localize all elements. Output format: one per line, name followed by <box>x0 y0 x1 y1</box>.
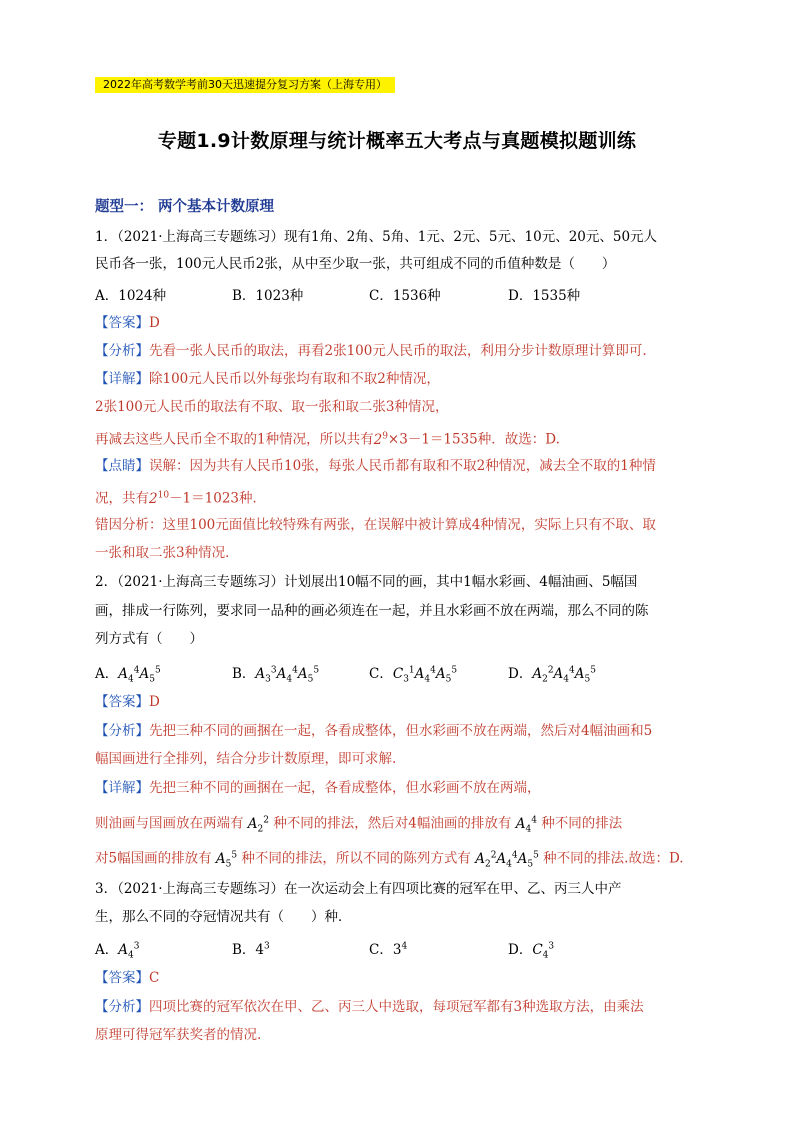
q3-analysis2: 原理可得冠军获奖者的情况. <box>95 1027 262 1043</box>
q3-option-d: D．$C_4^3$ <box>508 941 555 961</box>
q1-answer-row <box>95 313 160 333</box>
q2-detail3b: 种不同的排法，所以不同的陈列方式有 <box>241 850 471 867</box>
q1-stem-line2: 民币各一张，100元人民币2张，从中至少取一张，共可组成不同的币值种数是（ ） <box>95 256 616 272</box>
q1-option-c: C．1536种 <box>369 288 441 304</box>
q1-note1: 误解：因为共有人民币10张，每张人民币都有取和不取2种情况，减去全不取的1种情 <box>149 458 656 474</box>
q3-stem-line2: 生，那么不同的夺冠情况共有（ ）种． <box>95 909 352 925</box>
answer-tag: 【答案】 <box>95 970 149 986</box>
section-heading: 题型一： 两个基本计数原理 <box>95 199 275 215</box>
page-title: 专题1.9计数原理与统计概率五大考点与真题模拟题训练 <box>157 130 637 152</box>
q1-analysis-row <box>95 341 647 361</box>
q3-answer-row <box>95 968 159 988</box>
q3-option-c: C．$3^4$ <box>369 941 408 958</box>
q3-answer: C <box>149 970 160 986</box>
q1-detail2: 2张100元人民币的取法有不取、取一张和取二张3种情况， <box>95 399 449 415</box>
q2-detail-row1 <box>95 778 541 798</box>
header-banner: 2022年高考数学考前30天迅速提分复习方案（上海专用） <box>95 77 395 93</box>
answer-tag: 【答案】 <box>95 315 149 331</box>
analysis-tag: 【分析】 <box>95 343 149 359</box>
q2-analysis2: 幅国画进行全排列，结合分步计数原理，即可求解. <box>95 751 397 767</box>
q2-detail2b: 种不同的排法，然后对4幅油画的排放有 <box>273 815 512 832</box>
q2-detail3a: 对5幅国画的排放有 <box>95 850 212 867</box>
q2-analysis-row1 <box>95 721 652 741</box>
q2-detail1: 先把三种不同的画捆在一起，各看成整体，但水彩画不放在两端， <box>149 780 541 796</box>
q1-option-b: B．1023种 <box>232 288 304 304</box>
q2-analysis1: 先把三种不同的画捆在一起，各看成整体，但水彩画不放在两端，然后对4幅油画和5 <box>149 723 653 739</box>
q3-option-b: B．$4^3$ <box>232 941 270 958</box>
q2-detail-row2 <box>95 810 622 839</box>
q1-detail-row1 <box>95 369 440 389</box>
q2-detail2c: 种不同的排法 <box>541 815 623 832</box>
q1-answer: D <box>149 315 160 331</box>
q2-formula-a44: $A_4^4$ <box>511 815 537 835</box>
q3-analysis-row1 <box>95 997 644 1017</box>
q2-answer: D <box>149 694 160 710</box>
answer-tag: 【答案】 <box>95 694 149 710</box>
q2-option-d: D．$A_2^2A_4^4A_5^5$ <box>508 665 596 685</box>
q2-option-c: C．$C_3^1A_4^4A_5^5$ <box>369 665 458 685</box>
q3-stem-line1: 3．（2021·上海高三专题练习）在一次运动会上有四项比赛的冠军在甲、乙、丙三人中产 <box>95 881 622 897</box>
q2-stem-line2: 画，排成一行陈列，要求同一品种的画必须连在一起，并且水彩画不放在两端，那么不同的陈 <box>95 603 649 619</box>
q1-note4: 一张和取二张3种情况． <box>95 545 239 561</box>
q1-detail3a: 再减去这些人民币全不取的1种情况，所以共有 <box>95 431 374 448</box>
q2-stem-line1: 2．（2021·上海高三专题练习）计划展出10幅不同的画，其中1幅水彩画、4幅油画、5幅国 <box>95 574 638 590</box>
q2-answer-row <box>95 692 160 712</box>
q2-stem-line3: 列方式有（ ） <box>95 631 203 647</box>
q2-detail-row3 <box>95 845 684 874</box>
detail-tag: 【详解】 <box>95 371 149 387</box>
q1-formula-2-pow-9: $2^9$ <box>373 431 388 448</box>
q1-option-d: D．1535种 <box>508 288 581 304</box>
q1-note-row1 <box>95 456 656 476</box>
q2-detail3c: 种不同的排法.故选：D. <box>543 850 684 867</box>
detail-tag: 【详解】 <box>95 780 149 796</box>
q1-detail3b: ×3－1＝1535种．故选：D. <box>387 431 560 448</box>
q1-detail1: 除100元人民币以外每张均有取和不取2种情况， <box>149 371 440 387</box>
q1-note3: 错因分析：这里100元面值比较特殊有两张，在误解中被计算成4种情况，实际上只有不取、取 <box>95 517 656 533</box>
q1-formula-2-pow-10: $2^{10}$ <box>149 490 170 507</box>
q3-analysis1: 四项比赛的冠军依次在甲、乙、丙三人中选取，每项冠军都有3种选取方法，由乘法 <box>149 999 644 1015</box>
analysis-tag: 【分析】 <box>95 999 149 1015</box>
q2-option-a: A．$A_4^4A_5^5$ <box>95 665 161 685</box>
q2-formula-product: $A_2^2A_4^4A_5^5$ <box>470 850 539 870</box>
q1-note-row2 <box>95 485 266 509</box>
note-tag: 【点睛】 <box>95 458 149 474</box>
q1-detail-row3 <box>95 426 560 450</box>
q2-detail2a: 则油画与国画放在两端有 <box>95 815 244 832</box>
q3-option-a: A．$A_4^3$ <box>95 941 140 961</box>
q1-option-a: A．1024种 <box>95 288 167 304</box>
q2-formula-a55: $A_5^5$ <box>211 850 238 870</box>
q1-note2a: 况，共有 <box>95 490 149 507</box>
q2-formula-a22: $A_2^2$ <box>243 815 270 835</box>
q1-stem-line1: 1．（2021·上海高三专题练习）现有1角、2角、5角、1元、2元、5元、10元、20元、50元人 <box>95 229 658 245</box>
analysis-tag: 【分析】 <box>95 723 149 739</box>
q1-note2b: －1＝1023种． <box>169 490 266 507</box>
q1-analysis: 先看一张人民币的取法，再看2张100元人民币的取法，利用分步计数原理计算即可. <box>149 343 647 359</box>
q2-option-b: B．$A_3^3A_4^4A_5^5$ <box>232 665 320 685</box>
